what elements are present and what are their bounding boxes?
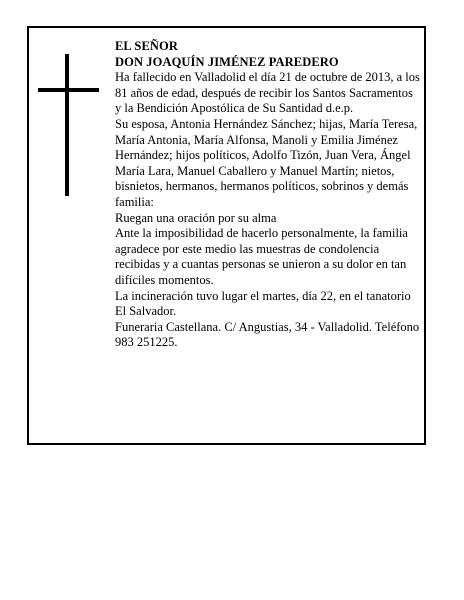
cross-horizontal-bar bbox=[38, 88, 99, 92]
cross-vertical-bar bbox=[65, 54, 69, 196]
death-announcement: Ha fallecido en Valladolid el día 21 de octubre de 2013, a los 81 años de edad, después de recibir los Santos Sacramentos y la Bendición Apostólica de Su Santidad d.e.p. bbox=[115, 70, 420, 116]
family-thanks: Ante la imposibilidad de hacerlo personalmente, la familia agradece por este medio las muestras de condolencia recibidas y a cuantas personas se unieron a su dolor en tan difíciles momentos. bbox=[115, 226, 408, 287]
funeral-home-info: Funeraria Castellana. C/ Angustias, 34 - Valladolid. Teléfono 983 251225. bbox=[115, 319, 420, 350]
latin-cross-icon bbox=[38, 54, 99, 196]
obituary-title: EL SEÑOR bbox=[115, 39, 178, 53]
family-list: Su esposa, Antonia Hernández Sánchez; hijas, María Teresa, María Antonia, María Alfonsa, Manoli y Emilia Jiménez Hernández; hijos políticos, Adolfo Tizón, Juan Vera, Ángel María Lara, Manuel Caballero y Manuel Martín; nietos, bisnietos, hermanos, hermanos políticos, sobrinos y demás familia: bbox=[115, 116, 418, 209]
prayer-request: Ruegan una oración por su alma bbox=[115, 210, 277, 225]
obituary-text bbox=[115, 39, 421, 351]
cremation-info: La incineración tuvo lugar el martes, día 22, en el tanatorio El Salvador. bbox=[115, 288, 411, 319]
deceased-name: DON JOAQUÍN JIMÉNEZ PAREDERO bbox=[115, 54, 339, 69]
